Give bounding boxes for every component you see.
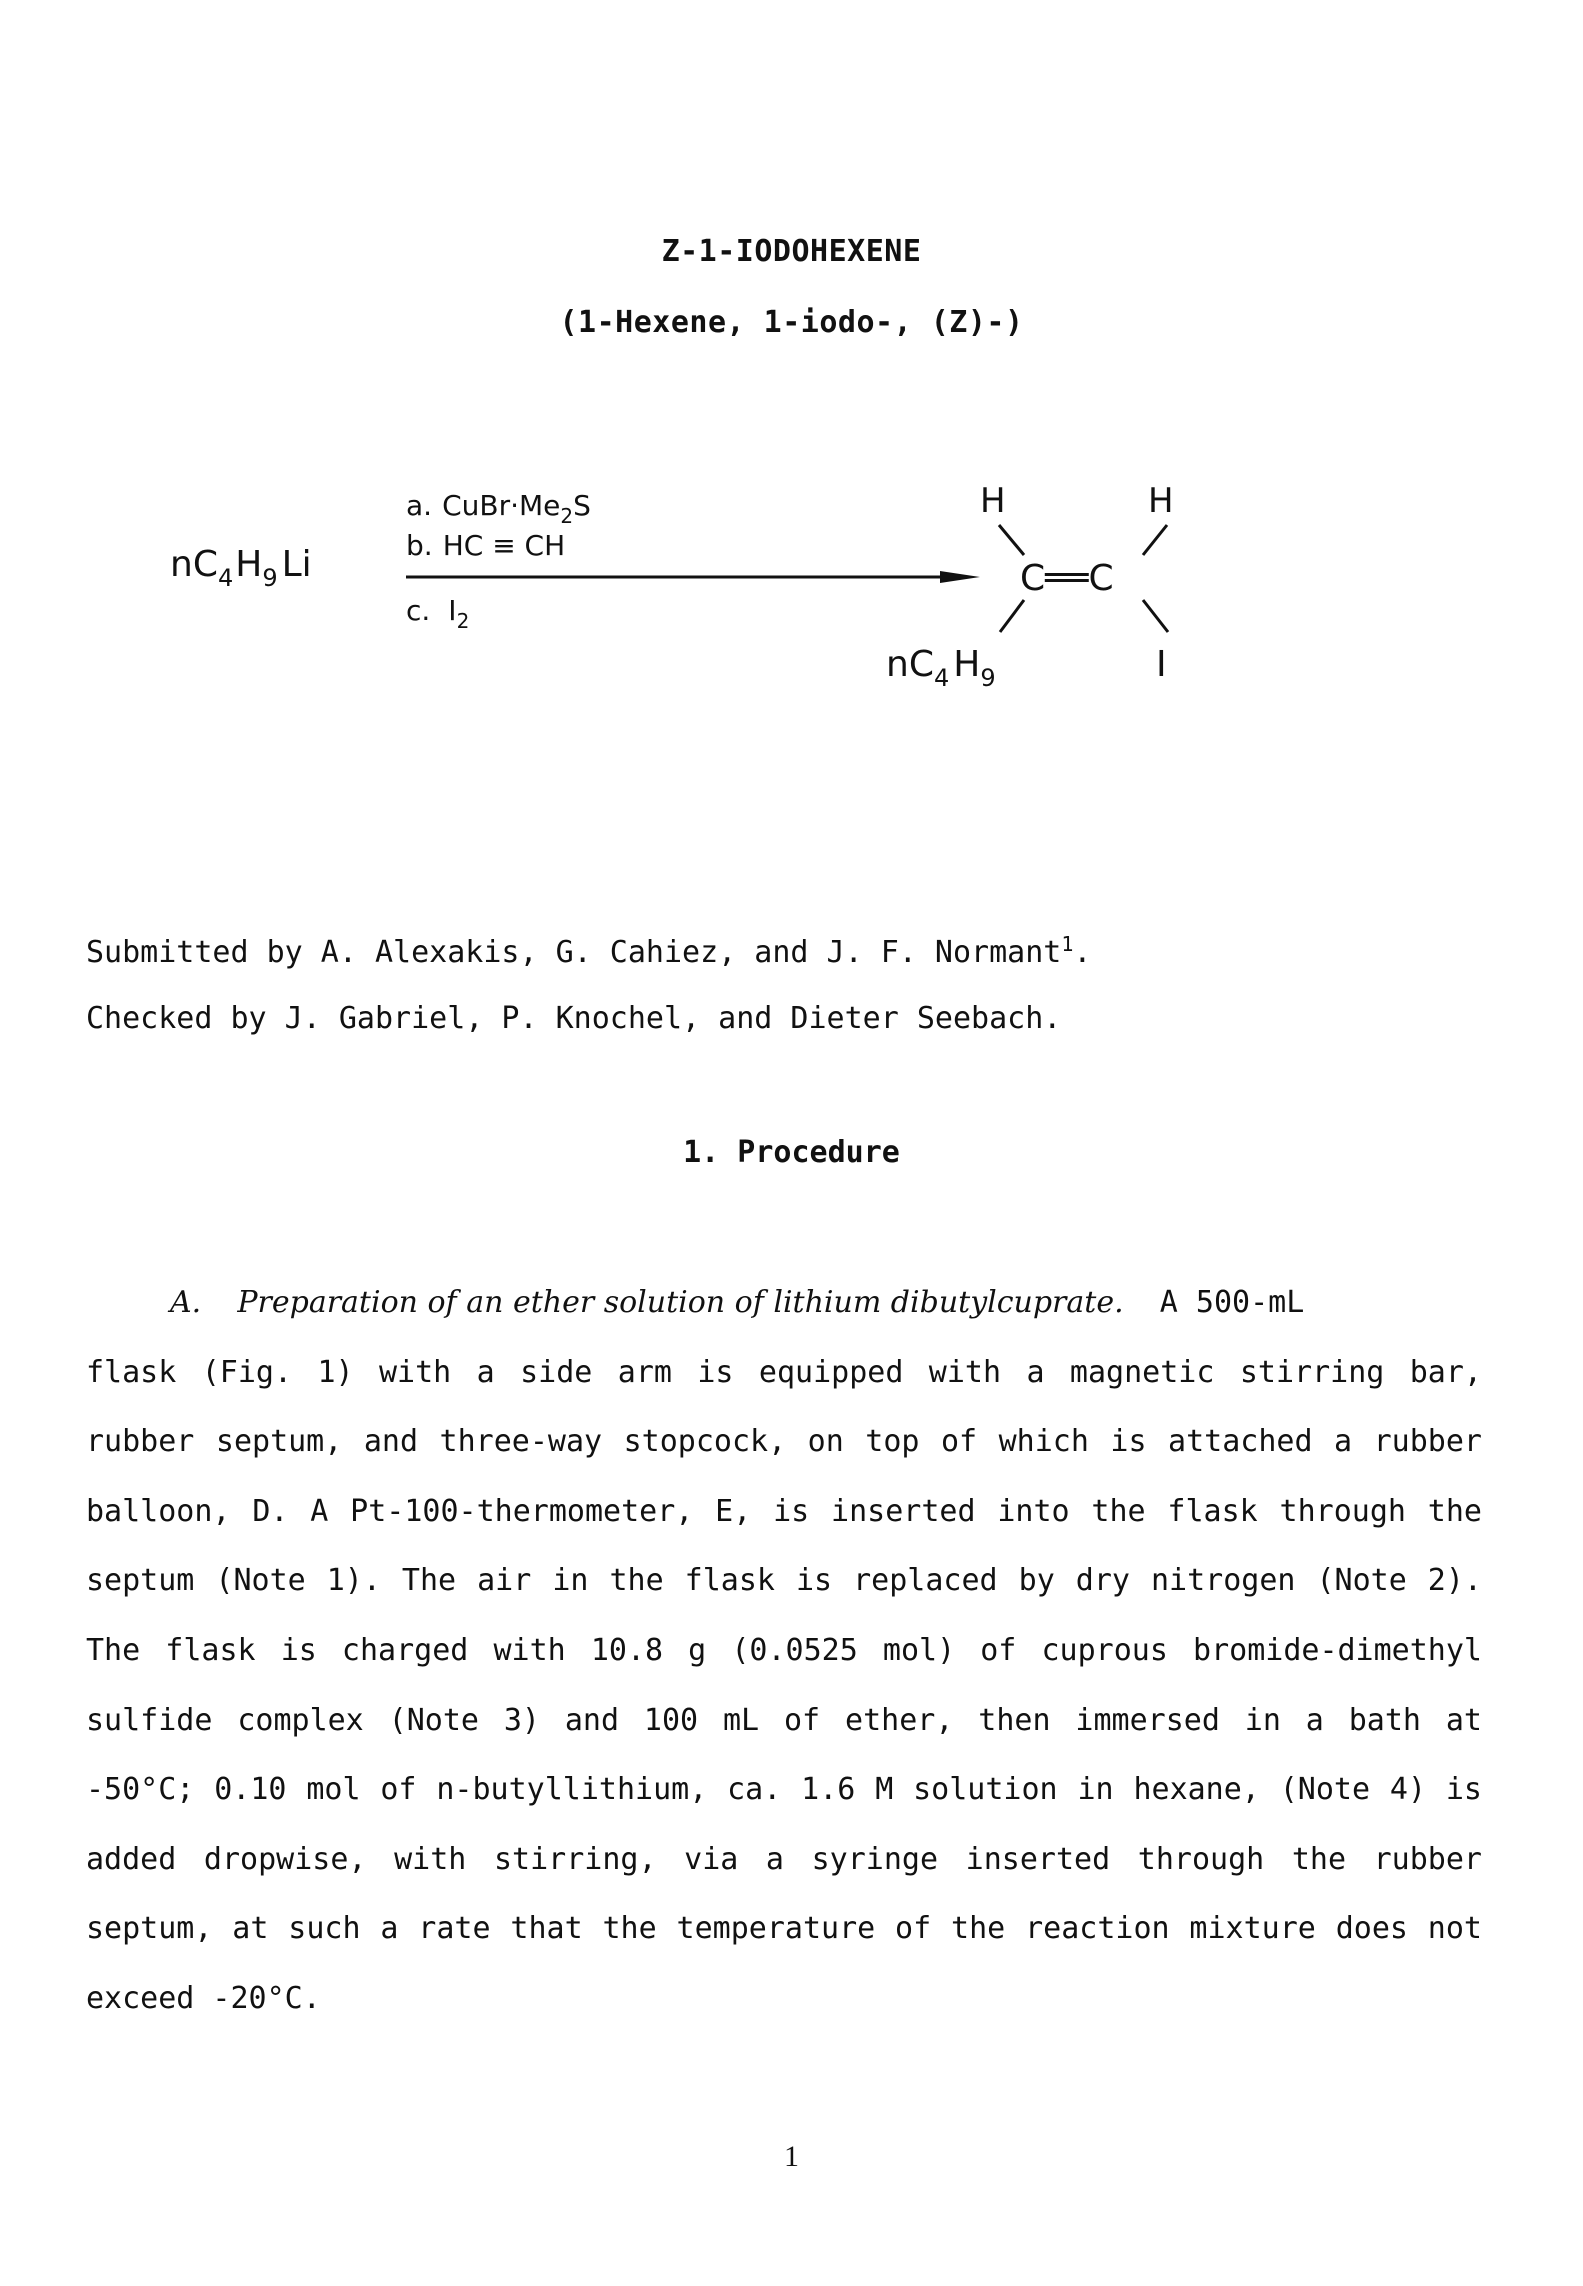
reaction-arrow: [406, 571, 980, 583]
paragraph-line: septum, at such a rate that the temperature of the reaction mixture does not: [86, 1911, 1482, 1947]
paragraph-line: sulfide complex (Note 3) and 100 mL of ether, then immersed in a bath at: [86, 1702, 1482, 1738]
submitted-text: Submitted by A. Alexakis, G. Cahiez, and J. F. Normant: [86, 935, 1062, 970]
paragraph-line: added dropwise, with stirring, via a syringe inserted through the rubber: [86, 1841, 1482, 1877]
first-line-tail: A 500-mL: [1159, 1285, 1305, 1320]
reagent-a: a. $CuBr\cdot Me_2S$: [406, 489, 591, 528]
product-iodine: I: [1156, 644, 1167, 685]
document-subtitle: (1-Hexene, 1-iodo-, (Z)-): [559, 305, 1024, 340]
product-h-left: H: [980, 481, 1006, 521]
page-number: 1: [784, 2140, 799, 2173]
part-title: Preparation of an ether solution of lithium dibutylcuprate.: [237, 1285, 1124, 1320]
paragraph-line: rubber septum, and three-way stopcock, on top of which is attached a rubber: [86, 1424, 1482, 1460]
footnote-marker: 1: [1061, 932, 1074, 956]
checked-by: Checked by J. Gabriel, P. Knochel, and Dieter Seebach.: [86, 1001, 1062, 1036]
paragraph-line: septum (Note 1). The air in the flask is replaced by dry nitrogen (Note 2).: [86, 1563, 1482, 1599]
document-title: Z-1-IODOHEXENE: [661, 234, 922, 269]
product-double-bond: C══C: [1020, 558, 1114, 599]
paragraph-line: exceed -20°C.: [86, 1980, 321, 2016]
product-butyl: $nC_4$ $H_9$: [886, 644, 996, 692]
reagent-c: c. $I_2$: [406, 594, 470, 633]
part-label: A.: [170, 1285, 202, 1320]
reaction-scheme: [150, 470, 1210, 730]
submitted-by: Submitted by A. Alexakis, G. Cahiez, and J. F. Normant$^1$.: [86, 932, 1092, 970]
bond-iodine: [1143, 600, 1168, 632]
paragraph-line: -50°C; 0.10 mol of n-butyllithium, ca. 1.6 M solution in hexane, (Note 4) is: [86, 1772, 1482, 1808]
reagent-b: b. HC ≡ CH: [406, 529, 566, 562]
paragraph-line: balloon, D. A Pt-100-thermometer, E, is inserted into the flask through the: [86, 1493, 1482, 1529]
reactant-formula: $nC_4H_9$ Li: [170, 544, 312, 592]
bond-h-right: [1143, 525, 1167, 555]
procedure-paragraph: [86, 1268, 1482, 2034]
bond-butyl: [1000, 600, 1024, 632]
paragraph-line: flask (Fig. 1) with a side arm is equipped with a magnetic stirring bar,: [86, 1354, 1482, 1390]
bond-h-left: [999, 525, 1024, 555]
paragraph-line: The flask is charged with 10.8 g (0.0525 mol) of cuprous bromide-dimethyl: [86, 1632, 1482, 1668]
section-heading: 1. Procedure: [683, 1135, 900, 1170]
product-h-right: H: [1148, 481, 1174, 521]
paragraph-line: [86, 1268, 1482, 1338]
